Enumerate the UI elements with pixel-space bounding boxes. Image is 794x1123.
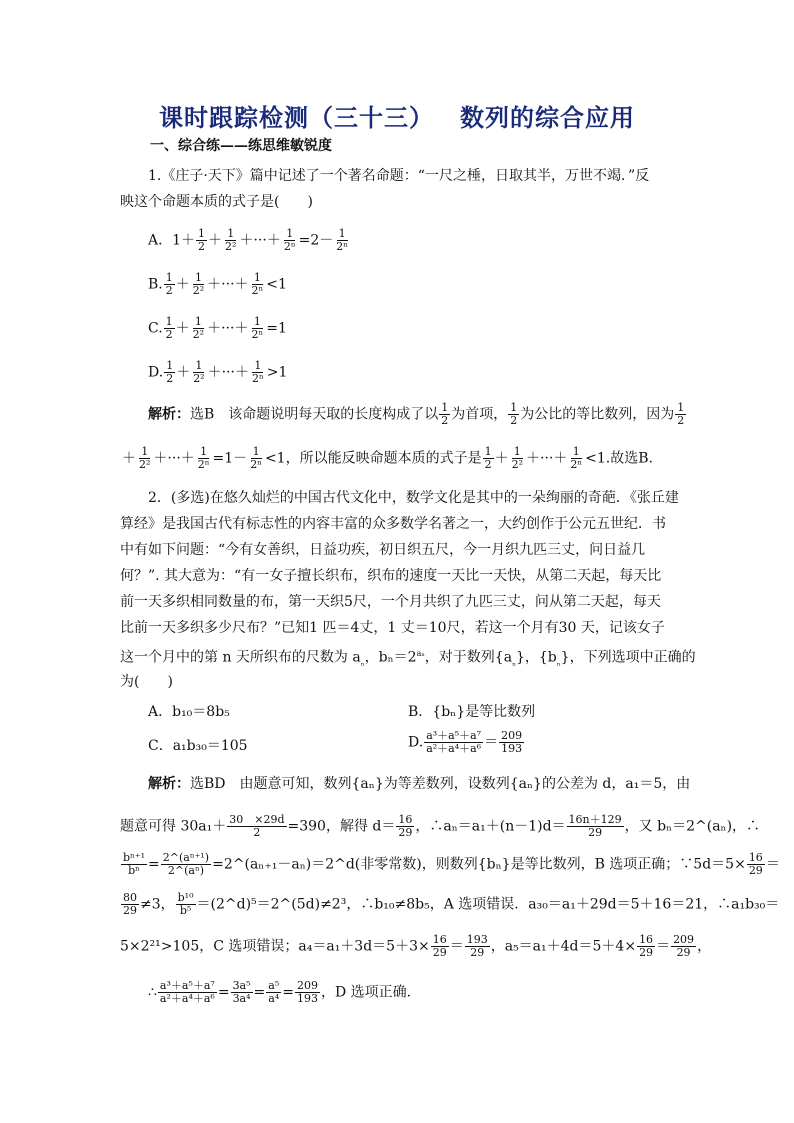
fraction-denominator: 29 xyxy=(748,864,763,877)
q2-option-c: C．a₁b₃₀＝105 xyxy=(148,738,248,754)
q1-stem-line-1: 1.《庄子·天下》篇中记述了一个著名命题：“一尺之棰，日取其半，万世不竭．”反 xyxy=(148,168,650,184)
fraction-numerator: 80 xyxy=(123,891,137,904)
fraction-denominator: 2² xyxy=(192,284,205,297)
fraction-numerator: 16 xyxy=(398,813,413,826)
q2-option-d: D. $\frac{\text{a³＋a⁵＋a⁷}}{\text{a²＋a⁴＋a⁶}}$ ＝ $\frac{209}{193}$ xyxy=(408,729,523,755)
fraction-denominator: 2² xyxy=(511,458,524,471)
fraction-numerator: 3a⁵ xyxy=(232,979,251,992)
fraction-denominator: 29 xyxy=(432,946,447,959)
math-fraction xyxy=(747,852,765,877)
fraction-numerator: 1 xyxy=(166,359,174,372)
fraction-numerator: 1 xyxy=(141,445,149,458)
fraction-denominator: 2² xyxy=(193,372,205,385)
q2-solution-line-3: $\frac{\text{bⁿ⁺¹}}{\text{bⁿ}}$ = $\frac{\text{2\textasciicircum{}(aⁿ⁺¹)}}{\text{2\textasciicircum{}(aⁿ)}}$ =2^(aₙ₊₁－aₙ)＝2^d(非零常数)，则数列{bₙ}是等比数列，B 选项正确；∵5d＝5× $\frac{16}{29}$ ＝ xyxy=(123,851,780,877)
math-fraction xyxy=(161,852,211,877)
fraction-denominator: 2ⁿ xyxy=(251,328,264,341)
math-fraction xyxy=(176,892,196,917)
math-fraction xyxy=(248,446,264,471)
math-fraction xyxy=(266,980,281,1005)
fraction-numerator: 1 xyxy=(194,271,202,284)
math-fraction xyxy=(164,360,175,385)
math-fraction xyxy=(439,402,450,427)
fraction-denominator: 29 xyxy=(470,946,485,959)
fraction-numerator: 1 xyxy=(572,445,580,458)
q1-option-c: C. $\frac{1}{2}$ ＋ $\frac{1}{\text{2²}}$ ＋···＋ $\frac{1}{\text{2ⁿ}}$ =1 xyxy=(148,315,287,341)
fraction-numerator: 209 xyxy=(501,729,523,742)
math-fraction xyxy=(121,892,139,917)
fraction-denominator: 2 xyxy=(441,414,449,427)
fraction-denominator: 3a⁴ xyxy=(232,992,251,1005)
fraction-numerator: 1 xyxy=(227,227,235,240)
fraction-denominator: 2ⁿ xyxy=(570,458,583,471)
math-script: ₙ xyxy=(360,658,365,669)
math-fraction xyxy=(508,402,519,427)
q2-stem-line-8: 为( ) xyxy=(120,674,173,690)
fraction-denominator: 2² xyxy=(192,328,205,341)
fraction-denominator: a⁴ xyxy=(268,992,280,1005)
fraction-denominator: a²＋a⁴＋a⁶ xyxy=(159,992,215,1005)
fraction-numerator: 16n＋129 xyxy=(568,813,622,826)
fraction-denominator: 2 xyxy=(198,240,206,253)
fraction-numerator: 1 xyxy=(513,445,521,458)
fraction-denominator: 2 xyxy=(253,826,261,839)
math-fraction xyxy=(191,360,206,385)
math-script: aₙ xyxy=(416,649,425,658)
fraction-denominator: 2 xyxy=(677,414,685,427)
math-fraction xyxy=(675,402,686,427)
fraction-numerator: 16 xyxy=(432,933,447,946)
fraction-numerator: 1 xyxy=(441,401,449,414)
q2-stem-line-5: 前一天多织相同数量的布，第一天织5尺，一个月共织了九匹三丈，问从第二天起，每天 xyxy=(120,594,661,610)
math-fraction xyxy=(164,272,175,297)
math-fraction xyxy=(158,980,217,1005)
fraction-numerator: a³＋a⁵＋a⁷ xyxy=(426,729,482,742)
fraction-denominator: 29 xyxy=(639,946,654,959)
q1-solution-line-1: 解析：选B 该命题说明每天取的长度构成了以 $\frac{1}{2}$ 为首项， $\frac{1}{2}$ 为公比的等比数列，因为 $\frac{1}{2}$ xyxy=(148,401,685,427)
q1-solution-line-2: ＋ $\frac{1}{\text{2²}}$ ＋···＋ $\frac{1}{\text{2ⁿ}}$ =1－ $\frac{1}{\text{2ⁿ}}$ <1，所以能反映命题本质的式子是 $\frac{1}{2}$ ＋ $\frac{1}{\text{2²}}$ ＋···＋ $\frac{1}{\text{2ⁿ}}$ <1.故选B. xyxy=(122,445,653,471)
math-fraction xyxy=(282,228,298,253)
q2-stem-line-7: 这一个月中的第 n 天所织布的尺数为 $a_{_n}$，$b_n=2^{a_n}$，对于数列$\{a_{_n}\}$，$\{b_{_n}\}$，下列选项中正确的 xyxy=(120,649,696,669)
fraction-numerator: 1 xyxy=(195,359,203,372)
fraction-denominator: 29 xyxy=(398,826,413,839)
q2-solution-line-6: ∴ $\frac{\text{a³＋a⁵＋a⁷}}{\text{a²＋a⁴＋a⁶}}$ = $\frac{\text{3a⁵}}{\text{3a⁴}}$ = $\frac{\text{a⁵}}{\text{a⁴}}$ = $\frac{209}{193}$ ，D 选项正确. xyxy=(148,979,412,1005)
fraction-denominator: 2² xyxy=(139,458,151,471)
math-fraction xyxy=(249,316,265,341)
fraction-numerator: 1 xyxy=(484,445,492,458)
q1-option-b: B. $\frac{1}{2}$ ＋ $\frac{1}{\text{2²}}$ ＋···＋ $\frac{1}{\text{2ⁿ}}$ <1 xyxy=(148,271,287,297)
fraction-numerator: 1 xyxy=(194,315,202,328)
math-fraction xyxy=(424,730,483,755)
fraction-denominator: 2 xyxy=(166,372,174,385)
math-fraction xyxy=(231,980,253,1005)
fraction-numerator: bⁿ⁺¹ xyxy=(123,851,146,864)
q2-option-b: B．{bₙ}是等比数列 xyxy=(408,704,536,720)
fraction-denominator: 2 xyxy=(484,458,492,471)
fraction-numerator: 30 ×29d xyxy=(229,813,285,826)
fraction-numerator: 2^(aⁿ⁺¹) xyxy=(162,851,210,864)
math-fraction xyxy=(250,360,266,385)
q2-stem-line-1: 2．(多选)在悠久灿烂的中国古代文化中，数学文化是其中的一朵绚丽的奇葩．《张丘建 xyxy=(148,490,679,506)
q2-stem-line-4: 何？”. 其大意为：“有一女子擅长织布，织布的速度一天比一天快，从第二天起，每天比 xyxy=(120,568,662,584)
q2-stem-line-6: 比前一天多织多少尺布？”已知1 匹＝4丈，1 丈＝10尺，若这一个月有30 天，记该女子 xyxy=(120,620,665,636)
math-fraction xyxy=(191,272,206,297)
fraction-numerator: 1 xyxy=(200,445,208,458)
fraction-denominator: 29 xyxy=(676,946,691,959)
fraction-denominator: 29 xyxy=(123,904,137,917)
q2-solution-line-5: 5×2²¹>105，C 选项错误；a₄＝a₁＋3d＝5＋3× $\frac{16}{29}$ ＝ $\frac{193}{29}$ ，a₅＝a₁＋4d＝5＋4× $\frac{16}{29}$ ＝ $\frac{209}{29}$ ， xyxy=(120,933,712,959)
fraction-denominator: bⁿ xyxy=(128,864,140,877)
math-fraction xyxy=(431,934,449,959)
math-script: ₙ xyxy=(512,658,516,669)
fraction-numerator: 16 xyxy=(748,851,763,864)
math-fraction xyxy=(567,814,624,839)
math-fraction xyxy=(223,228,238,253)
fraction-numerator: 1 xyxy=(253,315,261,328)
fraction-numerator: a⁵ xyxy=(268,979,280,992)
math-fraction xyxy=(250,272,266,297)
fraction-denominator: 2 xyxy=(165,328,173,341)
fraction-denominator: 2ⁿ xyxy=(250,458,262,471)
math-fraction xyxy=(637,934,655,959)
page-title xyxy=(0,98,794,133)
q2-solution-line-1: 解析：选BD 由题意可知，数列{aₙ}为等差数列，设数列{aₙ}的公差为 d，a₁＝5，由 xyxy=(148,776,691,792)
fraction-numerator: 1 xyxy=(165,315,173,328)
section-heading: 一、综合练——练思维敏锐度 xyxy=(150,138,332,154)
math-fraction xyxy=(334,228,350,253)
math-fraction xyxy=(499,730,524,755)
fraction-numerator: 1 xyxy=(253,271,261,284)
fraction-denominator: 193 xyxy=(501,742,523,755)
q2-stem-line-3: 中有如下问题：“今有女善织，日益功疾，初日织五尺，今一月织九匹三丈，问日益几 xyxy=(120,542,646,558)
math-fraction xyxy=(196,228,207,253)
fraction-denominator: 193 xyxy=(296,992,318,1005)
fraction-denominator: 2 xyxy=(165,284,173,297)
title-sub: 数列的综合应用 xyxy=(460,103,635,132)
q1-stem-line-2: 映这个命题本质的式子是( ) xyxy=(120,194,313,210)
math-fraction xyxy=(396,814,414,839)
fraction-numerator: 1 xyxy=(677,401,685,414)
fraction-numerator: 1 xyxy=(198,227,206,240)
fraction-numerator: 1 xyxy=(254,359,262,372)
math-fraction xyxy=(671,934,696,959)
fraction-numerator: 1 xyxy=(252,445,260,458)
fraction-numerator: 209 xyxy=(296,979,318,992)
math-fraction xyxy=(137,446,152,471)
fraction-numerator: b¹⁰ xyxy=(177,891,194,904)
q2-option-a: A．b₁₀＝8b₅ xyxy=(148,704,230,720)
fraction-numerator: 16 xyxy=(639,933,654,946)
fraction-numerator: 1 xyxy=(510,401,518,414)
fraction-numerator: 1 xyxy=(165,271,173,284)
fraction-denominator: a²＋a⁴＋a⁶ xyxy=(426,742,482,755)
q2-solution-line-4: $\frac{80}{29}$ ≠3， $\frac{\text{b¹⁰}}{\text{b⁵}}$ ＝(2^d)⁵＝2^(5d)≠2³，∴b₁₀≠8b₅，A 选项错误．a₃₀＝a₁＋29d＝5＋16＝21，∴a₁b₃₀＝ xyxy=(123,891,780,917)
fraction-denominator: 2ⁿ xyxy=(251,284,264,297)
math-fraction xyxy=(568,446,584,471)
fraction-numerator: 193 xyxy=(466,933,488,946)
fraction-denominator: 2² xyxy=(225,240,237,253)
fraction-numerator: a³＋a⁵＋a⁷ xyxy=(159,979,215,992)
math-fraction xyxy=(465,934,490,959)
math-fraction xyxy=(196,446,212,471)
fraction-denominator: 2ⁿ xyxy=(197,458,210,471)
fraction-denominator: 2ⁿ xyxy=(336,240,348,253)
math-fraction xyxy=(510,446,525,471)
math-fraction xyxy=(164,316,175,341)
math-fraction xyxy=(121,852,147,877)
q1-option-d: D. $\frac{1}{2}$ ＋ $\frac{1}{\text{2²}}$ ＋···＋ $\frac{1}{\text{2ⁿ}}$ >1 xyxy=(148,359,288,385)
math-fraction xyxy=(295,980,320,1005)
title-main: 课时跟踪检测（三十三） xyxy=(159,103,434,132)
fraction-denominator: 2ⁿ xyxy=(251,372,264,385)
math-script: ₙ xyxy=(556,658,561,669)
q2-stem-line-2: 算经》是我国古代有标志性的内容丰富的众多数学名著之一，大约创作于公元五世纪．书 xyxy=(120,516,666,532)
fraction-denominator: b⁵ xyxy=(179,904,192,917)
math-fraction xyxy=(227,814,286,839)
fraction-numerator: 1 xyxy=(286,227,294,240)
fraction-denominator: 2ⁿ xyxy=(283,240,296,253)
fraction-denominator: 2 xyxy=(510,414,518,427)
q2-solution-line-2: 题意可得 30a₁＋ $\frac{30 \times 29d}{2}$ =390，解得 d＝ $\frac{16}{29}$ ，∴aₙ＝a₁＋(n－1)d＝ $\frac{16n+129}{29}$ ，又 bₙ＝2^(aₙ)，∴ xyxy=(120,813,761,839)
q1-option-a: A．1＋ $\frac{1}{2}$ ＋ $\frac{1}{\text{2²}}$ ＋···＋ $\frac{1}{\text{2ⁿ}}$ =2－ $\frac{1}{\text{2ⁿ}}$ xyxy=(148,227,348,253)
fraction-numerator: 1 xyxy=(338,227,346,240)
math-fraction xyxy=(191,316,206,341)
fraction-numerator: 209 xyxy=(673,933,695,946)
fraction-denominator: 2^(aⁿ) xyxy=(167,864,204,877)
fraction-denominator: 29 xyxy=(588,826,603,839)
math-fraction xyxy=(483,446,494,471)
